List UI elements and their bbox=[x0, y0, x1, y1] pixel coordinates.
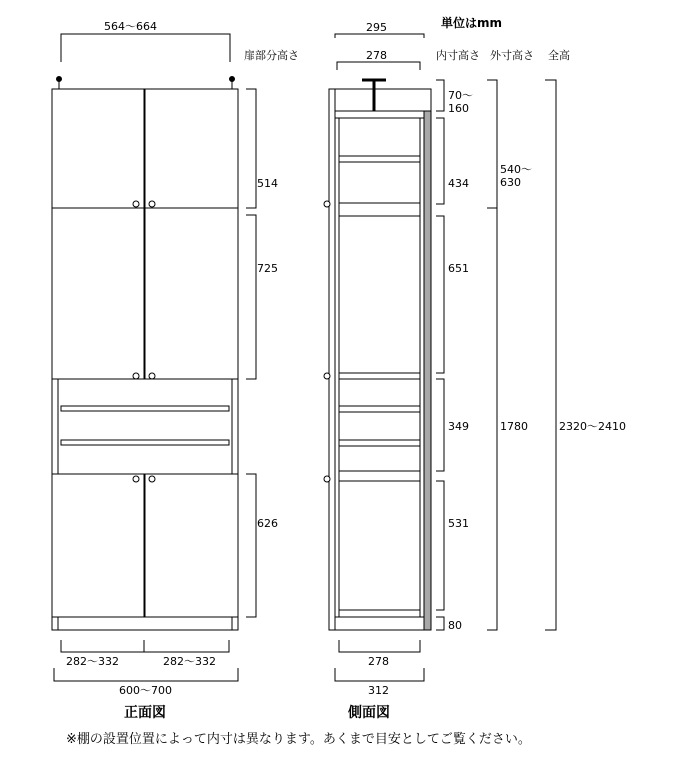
side-shelf bbox=[339, 373, 420, 379]
door-height-upper: 514 bbox=[257, 177, 278, 190]
front-lower-door-left bbox=[52, 474, 144, 617]
door-width-right: 282～332 bbox=[163, 655, 216, 668]
header-door-height: 扉部分高さ bbox=[244, 49, 299, 62]
door-height-lower: 626 bbox=[257, 517, 278, 530]
inner-height-top: 70～ 160 bbox=[448, 89, 473, 115]
header-outer-height: 外寸高さ bbox=[490, 49, 534, 62]
side-shelf bbox=[339, 406, 420, 412]
door-height-dim-middle bbox=[246, 215, 256, 379]
inner-height-6: 80 bbox=[448, 619, 462, 632]
knob bbox=[149, 373, 155, 379]
door-width-left: 282～332 bbox=[66, 655, 119, 668]
side-cabinet-body bbox=[335, 89, 431, 630]
door-height-dim-upper bbox=[246, 89, 256, 208]
knob bbox=[133, 201, 139, 207]
front-middle-door-right bbox=[145, 208, 238, 379]
side-depth-inner-dim bbox=[337, 62, 420, 70]
side-back-panel bbox=[424, 111, 431, 630]
side-shelf bbox=[339, 471, 420, 481]
total-height: 2320～2410 bbox=[559, 420, 626, 433]
front-middle-door-left bbox=[52, 208, 144, 379]
side-depth-outer-dim bbox=[335, 34, 424, 38]
door-height-middle: 725 bbox=[257, 262, 278, 275]
front-upper-door-left bbox=[52, 89, 144, 208]
side-shelf bbox=[339, 156, 420, 162]
inner-height-5: 531 bbox=[448, 517, 469, 530]
side-shelf bbox=[339, 610, 420, 617]
front-view-title: 正面図 bbox=[124, 705, 166, 721]
side-door-edge bbox=[329, 89, 335, 630]
header-total-height: 全高 bbox=[548, 49, 570, 62]
knob bbox=[324, 373, 330, 379]
header-inner-height: 内寸高さ bbox=[436, 49, 480, 62]
footnote: ※棚の設置位置によって内寸は異なります。あくまで目安としてご覧ください。 bbox=[66, 732, 531, 747]
side-depth-top-outer: 295 bbox=[366, 21, 387, 34]
outer-height-bottom: 1780 bbox=[500, 420, 528, 433]
front-width-top: 564～664 bbox=[104, 20, 157, 33]
side-view-title: 側面図 bbox=[348, 705, 390, 721]
side-shelf bbox=[339, 203, 420, 216]
front-upper-door-right bbox=[145, 89, 238, 208]
outer-height-top: 540～ 630 bbox=[500, 163, 532, 189]
side-depth-bottom-inner: 278 bbox=[368, 655, 389, 668]
inner-height-4: 349 bbox=[448, 420, 469, 433]
knob bbox=[324, 201, 330, 207]
door-height-dim-lower bbox=[246, 474, 256, 617]
side-depth-bottom-outer: 312 bbox=[368, 684, 389, 697]
front-lower-door-right bbox=[145, 474, 238, 617]
knob bbox=[149, 476, 155, 482]
overall-width-dim bbox=[54, 668, 238, 681]
inner-height-3: 651 bbox=[448, 262, 469, 275]
front-open-shelf-upper bbox=[61, 406, 229, 411]
side-view bbox=[324, 34, 556, 681]
side-shelf bbox=[339, 440, 420, 446]
knob bbox=[324, 476, 330, 482]
front-view bbox=[52, 34, 256, 681]
knob bbox=[149, 201, 155, 207]
unit-label: 単位はmm bbox=[441, 16, 503, 30]
tension-post-knob bbox=[57, 77, 62, 82]
front-open-shelf-lower bbox=[61, 440, 229, 445]
inner-height-2: 434 bbox=[448, 177, 469, 190]
tension-post-knob bbox=[230, 77, 235, 82]
knob bbox=[133, 373, 139, 379]
door-width-dim bbox=[61, 640, 229, 652]
front-top-width-line bbox=[61, 34, 230, 62]
side-depth-top-inner: 278 bbox=[366, 49, 387, 62]
knob bbox=[133, 476, 139, 482]
front-overall-width: 600～700 bbox=[119, 684, 172, 697]
